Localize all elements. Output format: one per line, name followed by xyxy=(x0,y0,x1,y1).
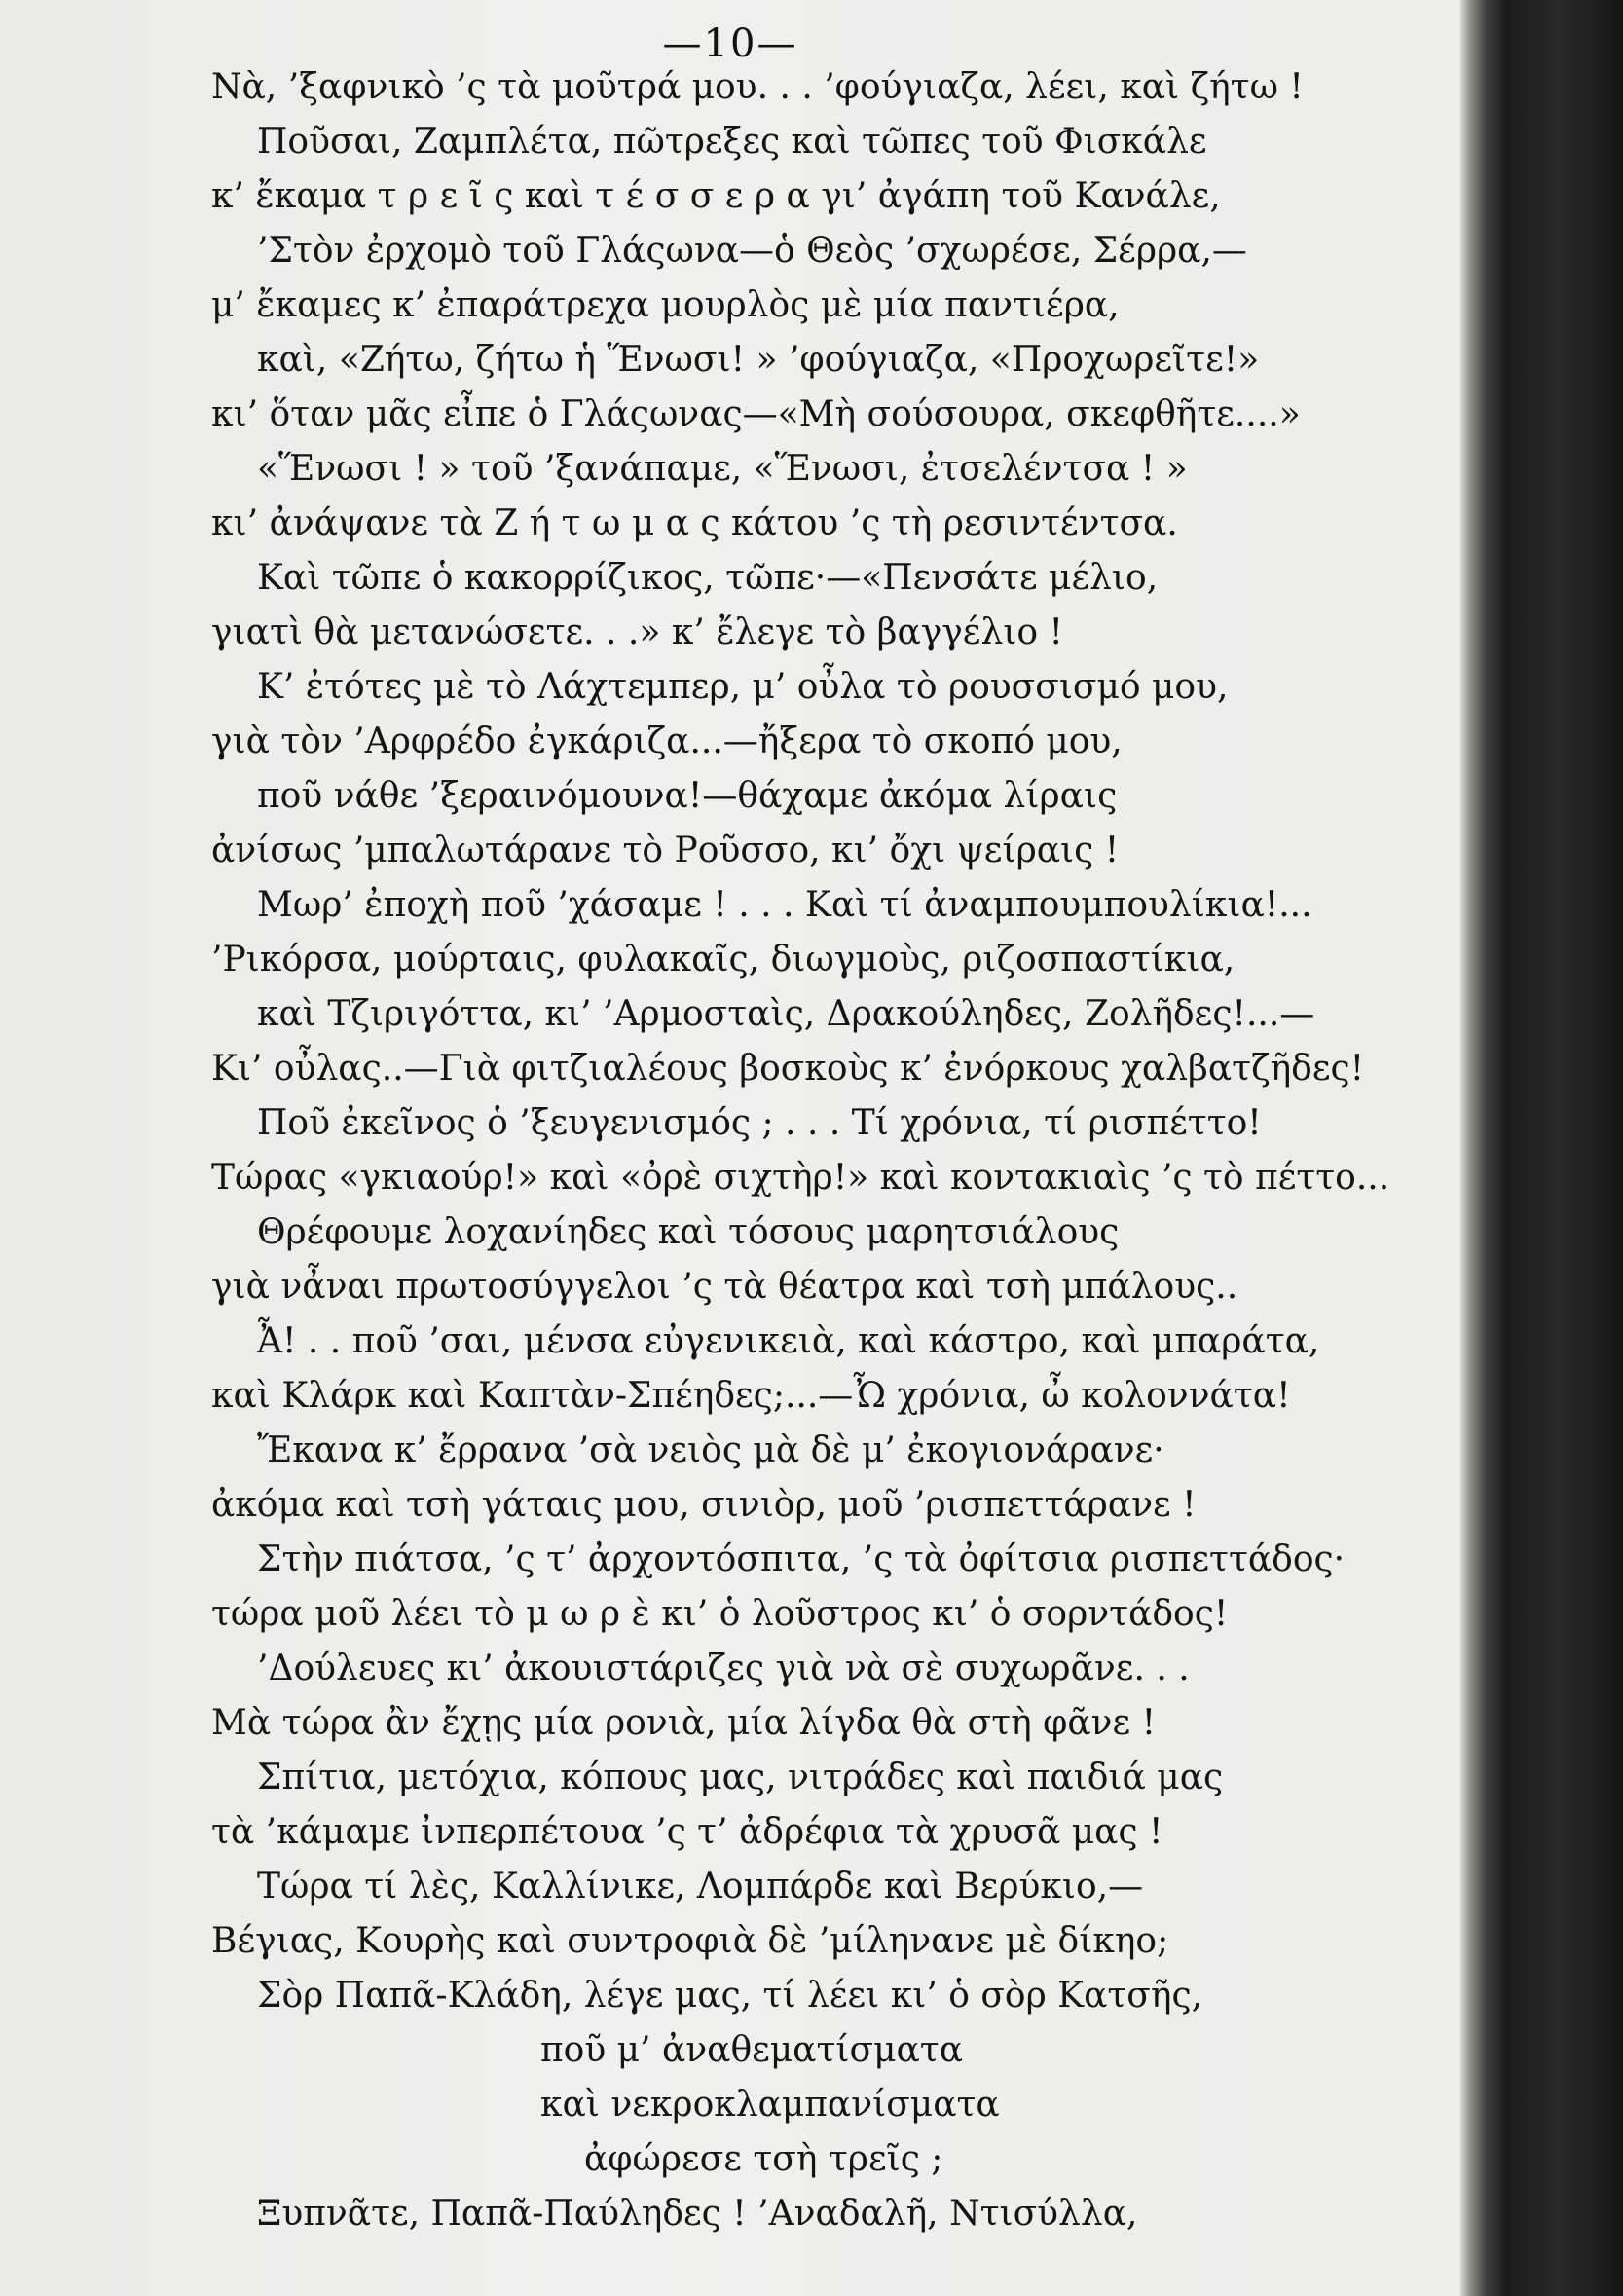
poem-line-8: «Ἕνωσι ! » τοῦ ’ξανάπαμε, «Ἕνωσι, ἐτσελέντσα ! » xyxy=(257,449,1188,489)
poem-line-30: ’Δούλευες κι’ ἀκουιστάριζες γιὰ νὰ σὲ συχωρᾶνε. . . xyxy=(257,1648,1190,1688)
poem-line-21: Τώρας «γκιαούρ!» καὶ «ὀρὲ σιχτὴρ!» καὶ κοντακιαὶς ’ς τὸ πέττο... xyxy=(211,1158,1390,1198)
poem-line-20: Ποῦ ἐκεῖνος ὁ ’ξευγενισμός ; . . . Τί χρόνια, τί ρισπέττο! xyxy=(257,1103,1262,1143)
poem-line-23: γιὰ νἆναι πρωτοσύγγελοι ’ς τὰ θέατρα καὶ τσὴ μπάλους.. xyxy=(211,1267,1238,1307)
poem-line-35: Βέγιας, Κουρὴς καὶ συντροφιὰ δὲ ’μίληνανε μὲ δίκηο; xyxy=(211,1921,1169,1961)
poem-line-38: καὶ νεκροκλαμπανίσματα xyxy=(540,2085,1000,2125)
poem-line-1: Νὰ, ’ξαφνικὸ ’ς τὰ μοῦτρά μου. . . ’φούγιαζα, λέει, καὶ ζήτω ! xyxy=(211,67,1304,107)
poem-line-12: Κ’ ἐτότες μὲ τὸ Λάχτεμπερ, μ’ οὖλα τὸ ρουσσισμό μου, xyxy=(257,667,1229,707)
poem-line-13: γιὰ τὸν ’Αρφρέδο ἐγκάριζα...—ἤξερα τὸ σκοπό μου, xyxy=(211,722,1123,761)
poem-line-28: Στὴν πιάτσα, ’ς τ’ ἀρχοντόσπιτα, ’ς τὰ ὀφίτσια ρισπεττάδος· xyxy=(257,1539,1346,1579)
poem-line-27: ἀκόμα καὶ τσὴ γάταις μου, σινιὸρ, μοῦ ’ρισπεττάρανε ! xyxy=(211,1485,1197,1525)
poem-line-26: Ἔκανα κ’ ἔρρανα ’σὰ νειὸς μὰ δὲ μ’ ἐκογιονάρανε· xyxy=(257,1430,1164,1470)
poem-line-34: Τώρα τί λὲς, Καλλίνικε, Λομπάρδε καὶ Βερύκιο,— xyxy=(257,1867,1144,1907)
poem-line-9: κι’ ἀνάψανε τὰ Ζ ή τ ω μ α ς κάτου ’ς τὴ ρεσιντέντσα. xyxy=(211,503,1178,543)
poem-line-16: Μωρ’ ἐποχὴ ποῦ ’χάσαμε ! . . . Καὶ τί ἀναμπουμπουλίκια!... xyxy=(257,885,1312,925)
poem-line-10: Καὶ τῶπε ὁ κακορρίζικος, τῶπε·—«Πενσάτε μέλιο, xyxy=(257,558,1159,598)
poem-line-6: καὶ, «Ζήτω, ζήτω ἡ Ἕνωσι! » ’φούγιαζα, «Προχωρεῖτε!» xyxy=(257,340,1260,380)
poem-line-7: κι’ ὅταν μᾶς εἶπε ὁ Γλάςωνας—«Μὴ σούσουρα, σκεφθῆτε....» xyxy=(211,394,1301,434)
poem-line-31: Μὰ τώρα ἂν ἔχῃς μία ρονιὰ, μία λίγδα θὰ στὴ φᾶνε ! xyxy=(211,1703,1157,1743)
poem-line-15: ἀνίσως ’μπαλωτάρανε τὸ Ροῦσσο, κι’ ὄχι ψείραις ! xyxy=(211,831,1120,870)
poem-line-39: ἀφώρεσε τσὴ τρεῖς ; xyxy=(584,2139,943,2179)
poem-line-11: γιατὶ θὰ μετανώσετε. . .» κ’ ἔλεγε τὸ βαγγέλιο ! xyxy=(211,612,1063,652)
poem-line-37: ποῦ μ’ ἀναθεματίσματα xyxy=(540,2030,964,2070)
poem-line-32: Σπίτια, μετόχια, κόπους μας, νιτράδες καὶ παιδιά μας xyxy=(257,1758,1224,1797)
poem-line-36: Σὸρ Παπᾶ-Κλάδη, λέγε μας, τί λέει κι’ ὁ σὸρ Κατσῆς, xyxy=(257,1976,1203,2016)
book-spine-shadow xyxy=(1460,0,1623,2296)
poem-line-19: Κι’ οὖλας..—Γιὰ φιτζιαλέους βοσκοὺς κ’ ἐνόρκους χαλβατζῆδες! xyxy=(211,1049,1365,1089)
poem-line-22: Θρέφουμε λοχανίηδες καὶ τόσους μαρητσιάλους xyxy=(257,1212,1120,1252)
poem-line-40: Ξυπνᾶτε, Παπᾶ-Παύληδες ! ’Αναδαλῆ, Ντισύλλα, xyxy=(257,2194,1138,2234)
poem-line-5: μ’ ἔκαμες κ’ ἐπαράτρεχα μουρλὸς μὲ μία παντιέρα, xyxy=(211,285,1120,325)
poem-line-18: καὶ Τζιριγόττα, κι’ ’Αρμοσταὶς, Δρακούληδες, Ζολῆδες!...— xyxy=(257,994,1315,1034)
poem-line-29: τώρα μοῦ λέει τὸ μ ω ρ ὲ κι’ ὁ λοῦστρος κι’ ὁ σορντάδος! xyxy=(211,1594,1229,1634)
page-number: —10— xyxy=(662,21,798,66)
poem-line-4: ’Στὸν ἐρχομὸ τοῦ Γλάςωνα—ὁ Θεὸς ’σχωρέσε, Σέρρα,— xyxy=(257,231,1247,271)
poem-line-14: ποῦ νάθε ’ξεραινόμουνα!—θάχαμε ἀκόμα λίραις xyxy=(257,776,1118,816)
poem-line-24: Ἆ! . . ποῦ ’σαι, μένσα εὐγενικειὰ, καὶ κάστρο, καὶ μπαράτα, xyxy=(257,1321,1320,1361)
poem-line-25: καὶ Κλάρκ καὶ Καπτὰν-Σπέηδες;...—Ὦ χρόνια, ὦ κολοννάτα! xyxy=(211,1376,1291,1416)
poem-line-3: κ’ ἔκαμα τ ρ ε ῖ ς καὶ τ έ σ σ ε ρ α γι’ ἀγάπη τοῦ Κανάλε, xyxy=(211,176,1221,216)
poem-line-33: τὰ ’κάμαμε ἰνπερπέτουα ’ς τ’ ἀδρέφια τὰ χρυσᾶ μας ! xyxy=(211,1812,1163,1852)
poem-line-17: ’Ρικόρσα, μούρταις, φυλακαῖς, διωγμοὺς, ριζοσπαστίκια, xyxy=(211,940,1236,980)
poem-line-2: Ποῦσαι, Ζαμπλέτα, πῶτρεξες καὶ τῶπες τοῦ Φισκάλε xyxy=(257,122,1207,162)
